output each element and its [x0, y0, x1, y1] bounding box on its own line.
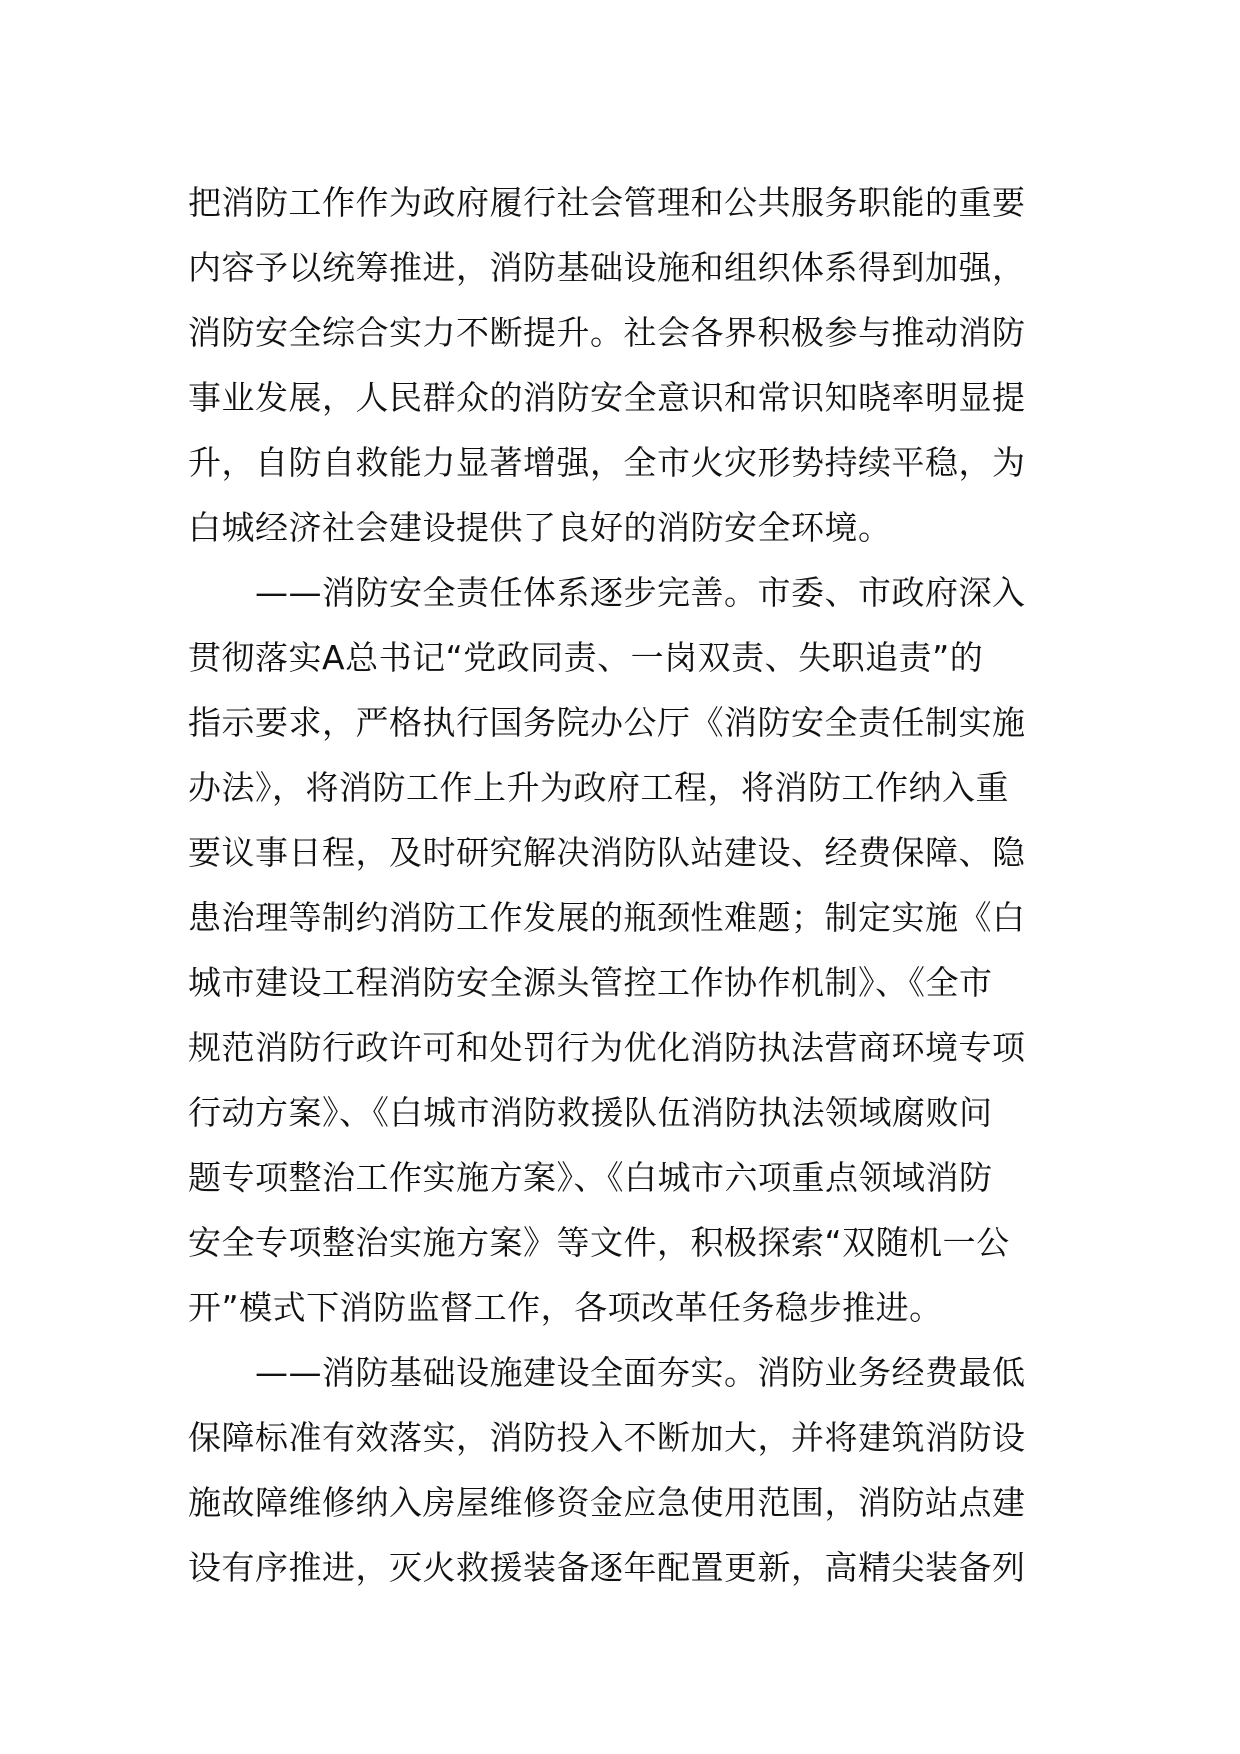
text-line: 题专项整治工作实施方案》、《白城市六项重点领域消防 — [188, 1158, 993, 1197]
text-line: 升，自防自救能力显著增强，全市火灾形势持续平稳，为 — [188, 443, 1026, 482]
text-line: 事业发展，人民群众的消防安全意识和常识知晓率明显提 — [188, 378, 1026, 417]
text-line: 内容予以统筹推进，消防基础设施和组织体系得到加强， — [188, 248, 1026, 287]
text-line: 要议事日程，及时研究解决消防队站建设、经费保障、隐 — [188, 833, 1026, 872]
text-line: 指示要求，严格执行国务院办公厅《消防安全责任制实施 — [188, 703, 1026, 742]
text-line: 开”模式下消防监督工作，各项改革任务稳步推进。 — [188, 1288, 943, 1327]
text-line: ——消防安全责任体系逐步完善。市委、市政府深入 — [188, 573, 1026, 612]
text-line: 保障标准有效落实，消防投入不断加大，并将建筑消防设 — [188, 1418, 1026, 1457]
body-text — [188, 170, 1058, 1600]
text-line: 城市建设工程消防安全源头管控工作协作机制》、《全市 — [188, 963, 993, 1002]
text-line: 贯彻落实A总书记“党政同责、一岗双责、失职追责”的 — [188, 638, 984, 677]
text-line: 白城经济社会建设提供了良好的消防安全环境。 — [188, 508, 892, 547]
text-line: 规范消防行政许可和处罚行为优化消防执法营商环境专项 — [188, 1028, 1026, 1067]
text-line: 办法》，将消防工作上升为政府工程，将消防工作纳入重 — [188, 768, 1009, 807]
text-line: 患治理等制约消防工作发展的瓶颈性难题；制定实施《白 — [188, 898, 1026, 937]
text-line: ——消防基础设施建设全面夯实。消防业务经费最低 — [188, 1353, 1026, 1392]
text-line: 设有序推进，灭火救援装备逐年配置更新，高精尖装备列 — [188, 1548, 1026, 1587]
text-line: 把消防工作作为政府履行社会管理和公共服务职能的重要 — [188, 183, 1026, 222]
text-line: 施故障维修纳入房屋维修资金应急使用范围，消防站点建 — [188, 1483, 1026, 1522]
text-line: 行动方案》、《白城市消防救援队伍消防执法领域腐败问 — [188, 1093, 993, 1132]
text-line: 安全专项整治实施方案》等文件，积极探索“双随机一公 — [188, 1223, 1010, 1262]
text-line: 消防安全综合实力不断提升。社会各界积极参与推动消防 — [188, 313, 1026, 352]
